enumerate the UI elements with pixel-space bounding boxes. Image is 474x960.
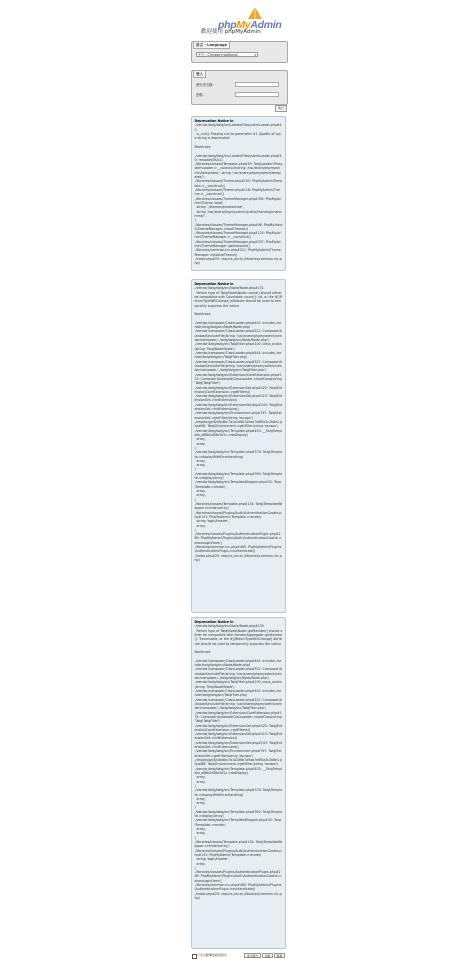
language-fieldset xyxy=(191,41,288,63)
login-legend: 登入 xyxy=(193,70,206,78)
error-report-footer xyxy=(192,953,287,959)
send-report-button[interactable]: 送出報告 xyxy=(244,953,261,958)
deprecation-notice-1 xyxy=(191,116,286,271)
ignore-button[interactable]: 忽略 xyxy=(262,953,273,958)
ignore-all-button[interactable]: 略過 xyxy=(274,953,285,958)
deprecation-notice-2 xyxy=(191,279,286,613)
login-go-button[interactable]: 執行 xyxy=(275,105,287,112)
welcome-heading: 歡迎使用 phpMyAdmin xyxy=(201,29,261,35)
notice-title: Deprecation Notice in xyxy=(194,620,234,624)
username-input[interactable] xyxy=(235,82,279,87)
notice-body: ./vendor/twig/twig/src/Node/Node.php#159 Return type of Twig\Node\Node::getIterator() should either be compatible with IteratorAggregate::getIterator(): Traversable, or the #[\ReturnTypeWillChange] attribute should be used to temporarily suppress the notice Backtrace ./vendor/composer/ClassLoader.php#444: include(./vendor/twig/twig/src/Node/Node.php) ./vendor/composer/ClassLoader.php#322: Composer\Autoload\includeFile(string '/usr/share/phpmyadmin/vendor/composer/../twig/twig/src/Node/Node.php') ./vendor/twig/twig/src/TwigFilter.php#100: class_exists(string 'Twig\Node\Node') ./vendor/composer/ClassLoader.php#444: include(./vendor/twig/twig/src/TwigFilter.php) ./vendor/composer/ClassLoader.php#322: Composer\Autoload\includeFile(string '/usr/share/phpmyadmin/vendor/composer/../twig/twig/src/TwigFilter.php') ./vendor/twig/twig/src/Extension/CoreExtension.php#174: Composer\Autoload\ClassLoader->loadClass(string 'Twig\TwigFilter') ./vendor/twig/twig/src/ExtensionSet.php#422: Twig\Extension\CoreExtension->getFilters() ./vendor/twig/twig/src/ExtensionSet.php#413: Twig\ExtensionSet->initExtension() ./vendor/twig/twig/src/ExtensionSet.php#243: Twig\ExtensionSet->initExtensions() ./vendor/twig/twig/src/Environment.php#797: Twig\ExtensionSet->getFilter(string 'escape') ./tmp/twig/c8/c8c6bc7d1a2d6b7a9aa7e6f5a3c2b8e1.php#68: Twig\Environment->getFilter(string 'escape') ./vendor/twig/twig/src/Template.php#405: __TwigTemplate_a88b2d58e3d1c->doDisplay( array, array, ) ./vendor/twig/twig/src/Template.php#378: Twig\Template->displayWithErrorHandling( array, array, ) ./vendor/twig/twig/src/Template.php#390: Twig\Template->display(array) ./vendor/twig/twig/src/TemplateWrapper.php#45: Twig\Template->render( array, array, ) ./libraries/classes/Template.php#134: Twig\TemplateWrapper->render(array) ./libraries/classes/Plugins/Auth/AuthenticationCookie.php#141: PhpMyAdmin\Template->render( string 'login/header', array, ) ./libraries/classes/Plugins/AuthenticationPlugin.php#289: PhpMyAdmin\Plugins\Auth\AuthenticationCookie->showLoginForm() ./libraries/common.inc.php#465: PhpMyAdmin\Plugins\AuthenticationPlugin->authenticate() ./index.php#25: require_once(./libraries/common.inc.php) xyxy=(194,624,283,900)
notice-title: Deprecation Notice in xyxy=(194,282,234,286)
logo-php: php xyxy=(218,19,237,31)
chevron-down-icon: ▾ xyxy=(254,53,256,57)
language-selected-value: 中文 - Chinese traditional xyxy=(198,53,238,57)
password-label: 密碼： xyxy=(196,93,206,97)
notice-title: Deprecation Notice in xyxy=(194,119,234,123)
logo-my: My xyxy=(236,19,251,31)
language-legend: 語言 - Language xyxy=(193,41,230,49)
logo-admin: Admin xyxy=(250,19,282,31)
language-select[interactable] xyxy=(196,52,258,57)
username-label: 使用者名稱： xyxy=(196,83,216,87)
login-fieldset xyxy=(191,70,288,105)
auto-send-label: 下次自動傳送錯誤報告 xyxy=(197,953,228,957)
deprecation-notice-3 xyxy=(191,617,286,949)
password-input[interactable] xyxy=(235,92,279,97)
notice-body: ./vendor/twig/twig/src/Node/Node.php#151 Return type of Twig\Node\Node::count() should either be compatible with Countable::count(): int, or the #[\ReturnTypeWillChange] attribute should be used to temporarily suppress the notice Backtrace ./vendor/composer/ClassLoader.php#444: include(./vendor/twig/twig/src/Node/Node.php) ./vendor/composer/ClassLoader.php#322: Composer\Autoload\includeFile(string '/usr/share/phpmyadmin/vendor/composer/../twig/twig/src/Node/Node.php') ./vendor/twig/twig/src/TwigFilter.php#100: class_exists(string 'Twig\Node\Node') ./vendor/composer/ClassLoader.php#444: include(./vendor/twig/twig/src/TwigFilter.php) ./vendor/composer/ClassLoader.php#322: Composer\Autoload\includeFile(string '/usr/share/phpmyadmin/vendor/composer/../twig/twig/src/TwigFilter.php') ./vendor/twig/twig/src/Extension/CoreExtension.php#174: Composer\Autoload\ClassLoader->loadClass(string 'Twig\TwigFilter') ./vendor/twig/twig/src/ExtensionSet.php#422: Twig\Extension\CoreExtension->getFilters() ./vendor/twig/twig/src/ExtensionSet.php#413: Twig\ExtensionSet->initExtension() ./vendor/twig/twig/src/ExtensionSet.php#243: Twig\ExtensionSet->initExtensions() ./vendor/twig/twig/src/Environment.php#797: Twig\ExtensionSet->getFilter(string 'escape') ./tmp/twig/c8/c8c6bc7d1a2d6b7a9aa7e6f5a3c2b8e1.php#68: Twig\Environment->getFilter(string 'escape') ./vendor/twig/twig/src/Template.php#405: __TwigTemplate_a88b2d58e3d1c->doDisplay( array, array, ) ./vendor/twig/twig/src/Template.php#378: Twig\Template->displayWithErrorHandling( array, array, ) ./vendor/twig/twig/src/Template.php#390: Twig\Template->display(array) ./vendor/twig/twig/src/TemplateWrapper.php#45: Twig\Template->render( array, array, ) ./libraries/classes/Template.php#134: Twig\TemplateWrapper->render(array) ./libraries/classes/Plugins/Auth/AuthenticationCookie.php#141: PhpMyAdmin\Template->render( string 'login/header', array, ) ./libraries/classes/Plugins/AuthenticationPlugin.php#289: PhpMyAdmin\Plugins\Auth\AuthenticationCookie->showLoginForm() ./libraries/common.inc.php#465: PhpMyAdmin\Plugins\AuthenticationPlugin->authenticate() ./index.php#25: require_once(./libraries/common.inc.php) xyxy=(194,286,283,562)
notice-body: ./vendor/twig/twig/src/Loader/FilesystemLoader.php#40 is_null(): Passing null to parameter #1 ($path) of type string is deprecated Backtrace ./vendor/twig/twig/src/Loader/FilesystemLoader.php#40: realpath(NULL) ./libraries/classes/Template.php#59: Twig\Loader\FilesystemLoader->__construct(string '/usr/share/phpmyadmin/templates/', string '/usr/share/phpmyadmin/templates/') ./libraries/classes/Theme.php#153: PhpMyAdmin\Template->__construct() ./libraries/classes/Theme.php#118: PhpMyAdmin\Theme->__construct() ./libraries/classes/ThemeManager.php#394: PhpMyAdmin\Theme::load( string './themes/pmahomme', string '/usr/share/phpmyadmin/public/themes/pmahomme/', ) ./libraries/classes/ThemeManager.php#96: PhpMyAdmin\ThemeManager->loadThemes() ./libraries/classes/ThemeManager.php#125: PhpMyAdmin\ThemeManager->__construct() ./libraries/classes/ThemeManager.php#337: PhpMyAdmin\ThemeManager::getInstance() ./libraries/common.inc.php#211: PhpMyAdmin\ThemeManager::initializeTheme() ./index.php#25: require_once(./libraries/common.inc.php) xyxy=(194,123,283,266)
